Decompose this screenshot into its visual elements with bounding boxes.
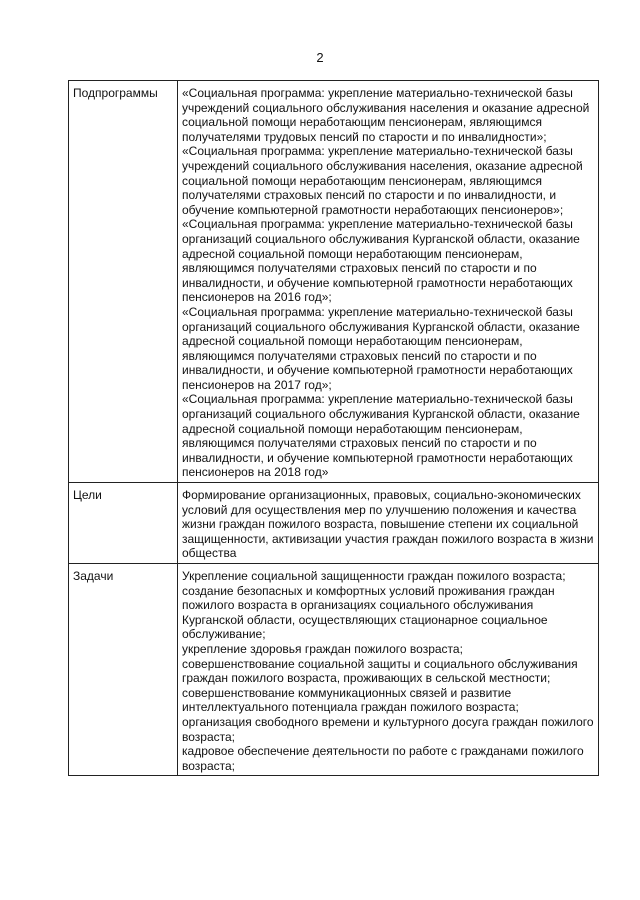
row-label-subprograms: Подпрограммы bbox=[69, 81, 178, 483]
row-content-subprograms bbox=[178, 81, 599, 483]
task-item: кадровое обеспечение деятельности по работе с гражданами пожилого возраста; bbox=[182, 744, 584, 773]
row-content-goals bbox=[178, 483, 599, 564]
subprogram-item: «Социальная программа: укрепление материально-технической базы учреждений социального обслуживания населения, оказание адресной социальной помощи неработающим пенсионерам, являющимся получателями страховых пенсий по старости и по инвалидности, и обучение компьютерной грамотности неработающих пенсионеров»; bbox=[182, 144, 583, 217]
task-item: укрепление здоровья граждан пожилого возраста; bbox=[182, 641, 463, 656]
task-item: организация свободного времени и культурного досуга граждан пожилого возраста; bbox=[182, 714, 594, 744]
subprogram-item: «Социальная программа: укрепление материально-технической базы организаций социального обслуживания Курганской области, оказание адресной социальной помощи неработающим пенсионерам, являющимся получателями страховых пенсий по старости и по инвалидности, и обучение компьютерной грамотности неработающих пенсионеров на 2018 год» bbox=[182, 392, 580, 480]
subprogram-item: «Социальная программа: укрепление материально-технической базы организаций социального обслуживания Курганской области, оказание адресной социальной помощи неработающим пенсионерам, являющимся получателями страховых пенсий по старости и по инвалидности, и обучение компьютерной грамотности неработающих пенсионеров на 2016 год»; bbox=[182, 217, 580, 305]
task-item: совершенствование социальной защиты и социального обслуживания граждан пожилого возраста, проживающих в сельской местности; bbox=[182, 656, 578, 686]
table-row-subprograms bbox=[69, 81, 599, 483]
subprogram-item: «Социальная программа: укрепление материально-технической базы организаций социального обслуживания Курганской области, оказание адресной социальной помощи неработающим пенсионерам, являющимся получателями страховых пенсий по старости и по инвалидности, и обучение компьютерной грамотности неработающих пенсионеров на 2017 год»; bbox=[182, 304, 580, 392]
table-row-tasks bbox=[69, 564, 599, 776]
task-item: совершенствование коммуникационных связей и развитие интеллектуального потенциала граждан пожилого возраста; bbox=[182, 685, 519, 715]
task-item: Укрепление социальной защищенности граждан пожилого возраста; bbox=[182, 569, 566, 583]
row-label-goals: Цели bbox=[69, 483, 178, 564]
subprogram-item: «Социальная программа: укрепление материально-технической базы учреждений социального обслуживания населения и оказание адресной социальной помощи неработающим пенсионерам, являющимся получателями трудовых пенсий по старости и по инвалидности»; bbox=[182, 86, 590, 144]
goal-text: Формирование организационных, правовых, социально-экономических условий для осуществления мер по улучшению положения и качества жизни граждан пожилого возраста, повышение степени их социальной защищенности, активизации участия граждан пожилого возраста в жизни общества bbox=[182, 488, 594, 561]
row-content-tasks bbox=[178, 564, 599, 776]
program-passport-table bbox=[68, 80, 599, 776]
task-item: создание безопасных и комфортных условий проживания граждан пожилого возраста в организациях социального обслуживания Курганской области, осуществляющих стационарное социальное обслуживание; bbox=[182, 583, 555, 642]
row-label-tasks: Задачи bbox=[69, 564, 178, 776]
table-row-goals bbox=[69, 483, 599, 564]
page-number: 2 bbox=[316, 50, 324, 65]
